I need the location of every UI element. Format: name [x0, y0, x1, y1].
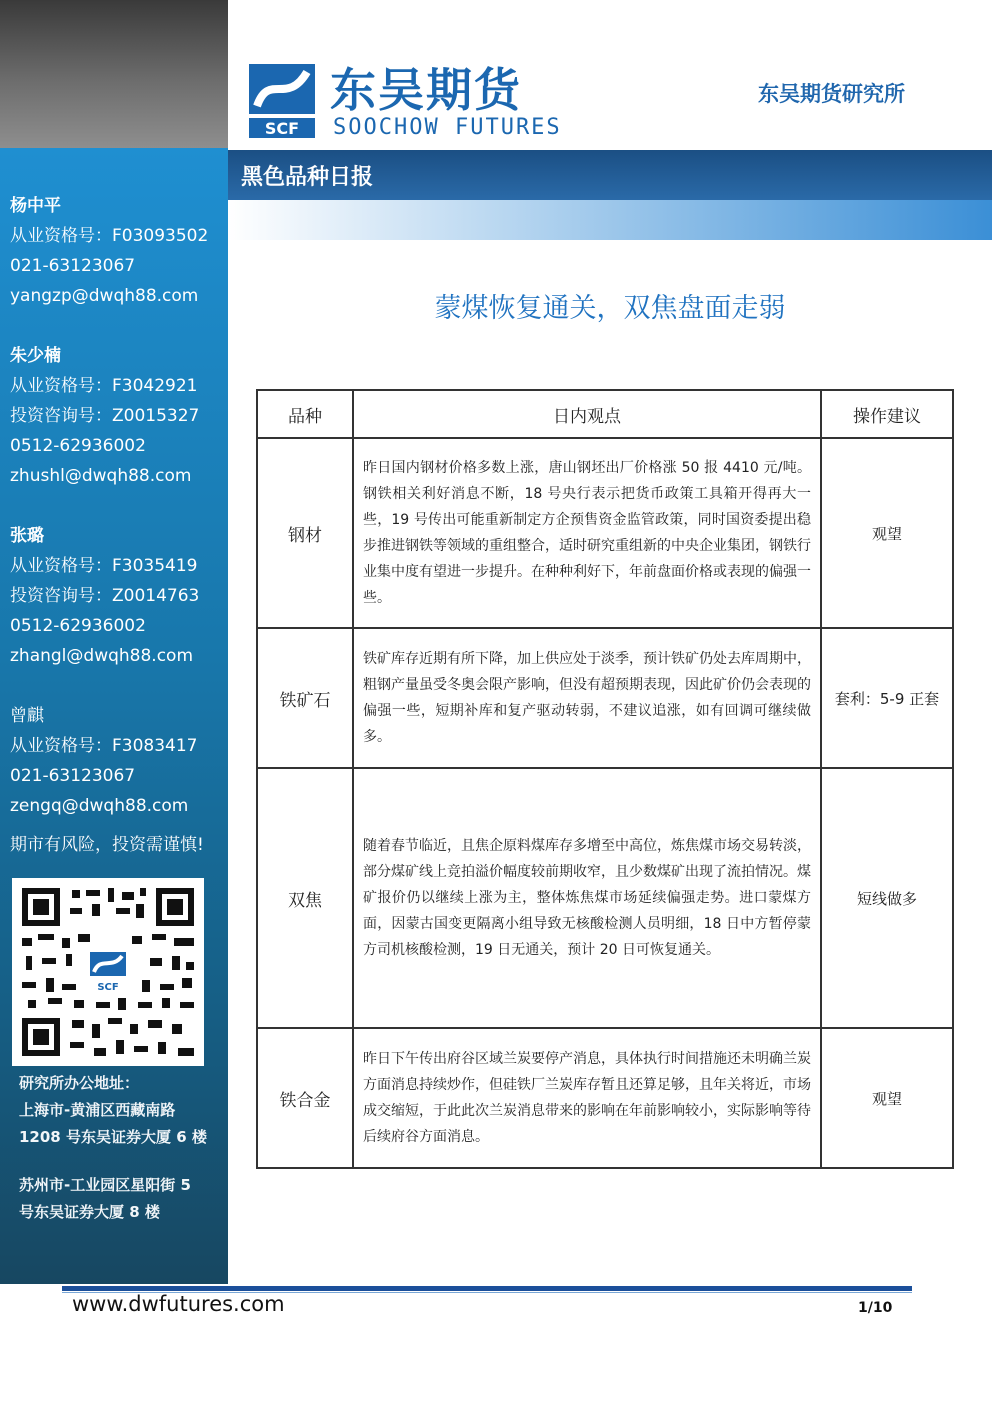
- analyst-name: 曾麒: [10, 706, 44, 726]
- analyst-sidebar: [0, 148, 228, 1284]
- analyst-license: 从业资格号：F03093502: [10, 226, 209, 246]
- analyst-card: [10, 191, 208, 311]
- report-type: 黑色品种日报: [241, 165, 374, 190]
- analyst-license: 从业资格号：F3083417: [10, 736, 198, 756]
- sidebar-header-block: [0, 0, 228, 148]
- analyst-email[interactable]: zengq@dwqh88.com: [10, 796, 189, 816]
- address-suzhou-line1: 苏州市-工业园区星阳街 5: [19, 1176, 191, 1194]
- address-suzhou-line2: 号东吴证券大厦 8 楼: [19, 1203, 160, 1221]
- row-category: 钢材: [257, 438, 353, 628]
- analyst-consult-license: 投资咨询号：Z0014763: [10, 586, 200, 606]
- analyst-name: 杨中平: [10, 196, 61, 216]
- analyst-email[interactable]: zhangl@dwqh88.com: [10, 646, 194, 666]
- report-type-banner: [228, 150, 992, 200]
- row-view: 铁矿库存近期有所下降，加上供应处于淡季，预计铁矿仍处去库周期中，粗钢产量虽受冬奥会限产影响，但没有超预期表现，因此矿价仍会表现的偏强一些，短期补库和复产驱动转弱，不建议追涨，如有回调可继续做多。: [353, 628, 821, 768]
- row-category: 铁矿石: [257, 628, 353, 768]
- table-row: [257, 1028, 953, 1168]
- office-address-suzhou: [19, 1172, 191, 1226]
- qr-code[interactable]: [12, 878, 204, 1066]
- institute-name: 东吴期货研究所: [758, 82, 905, 106]
- row-view: 随着春节临近，且焦企原料煤库存多增至中高位，炼焦煤市场交易转淡，部分煤矿线上竞拍溢价幅度较前期收窄，且少数煤矿出现了流拍情况。煤矿报价仍以继续上涨为主，整体炼焦煤市场延续偏强走势。进口蒙煤方面，因蒙古国变更隔离小组导致无核酸检测人员明细，18 日中方暂停蒙方司机核酸检测，19 日无通关，预计 20 日可恢复通关。: [353, 768, 821, 1028]
- analyst-card: [10, 341, 199, 491]
- page-number: 1/10: [858, 1300, 893, 1316]
- row-action: 观望: [821, 438, 953, 628]
- address-label: 研究所办公地址：: [19, 1074, 140, 1092]
- table-header-row: [257, 390, 953, 438]
- banner-gradient-band: [228, 200, 992, 240]
- row-view: 昨日下午传出府谷区域兰炭要停产消息，具体执行时间措施还未明确兰炭方面消息持续炒作，但硅铁厂兰炭库存暂且还算足够，且年关将近，市场成交缩短，于此此次兰炭消息带来的影响在年前影响较小，实际影响等待后续府谷方面消息。: [353, 1028, 821, 1168]
- footer-divider: [62, 1286, 912, 1291]
- header-category: 品种: [257, 390, 353, 438]
- analyst-license: 从业资格号：F3035419: [10, 556, 198, 576]
- analyst-email[interactable]: yangzp@dwqh88.com: [10, 286, 199, 306]
- address-shanghai-line2: 1208 号东吴证券大厦 6 楼: [19, 1128, 207, 1146]
- row-action: 观望: [821, 1028, 953, 1168]
- analyst-phone: 021-63123067: [10, 256, 136, 276]
- daily-view-table: [256, 389, 954, 1169]
- analyst-name: 朱少楠: [10, 346, 61, 366]
- table-row: [257, 768, 953, 1028]
- table-row: [257, 628, 953, 768]
- footer-website-link[interactable]: www.dwfutures.com: [72, 1292, 285, 1316]
- analyst-name: 张璐: [10, 526, 44, 546]
- table-row: [257, 438, 953, 628]
- address-shanghai-line1: 上海市-黄浦区西藏南路: [19, 1101, 176, 1119]
- risk-notice: 期市有风险，投资需谨慎!: [10, 835, 204, 855]
- row-action: 套利：5-9 正套: [821, 628, 953, 768]
- row-action: 短线做多: [821, 768, 953, 1028]
- qr-logo-text: SCF: [97, 982, 119, 993]
- header-view: 日内观点: [353, 390, 821, 438]
- brand-name-cn: 东吴期货: [330, 63, 522, 117]
- header-action: 操作建议: [821, 390, 953, 438]
- analyst-card: [10, 521, 199, 671]
- analyst-phone: 0512-62936002: [10, 436, 146, 456]
- row-category: 双焦: [257, 768, 353, 1028]
- brand-name-en: SOOCHOW FUTURES: [333, 115, 562, 140]
- qr-code-icon: [12, 878, 204, 1066]
- office-address: [19, 1070, 207, 1151]
- analyst-consult-license: 投资咨询号：Z0015327: [10, 406, 200, 426]
- analyst-email[interactable]: zhushl@dwqh88.com: [10, 466, 192, 486]
- row-category: 铁合金: [257, 1028, 353, 1168]
- logo-mark-text: SCF: [264, 119, 300, 138]
- report-headline: 蒙煤恢复通关，双焦盘面走弱: [434, 293, 786, 324]
- analyst-phone: 0512-62936002: [10, 616, 146, 636]
- analyst-card: [10, 701, 198, 821]
- analyst-license: 从业资格号：F3042921: [10, 376, 198, 396]
- analyst-phone: 021-63123067: [10, 766, 136, 786]
- row-view: 昨日国内钢材价格多数上涨，唐山钢坯出厂价格涨 50 报 4410 元/吨。钢铁相关利好消息不断，18 号央行表示把货币政策工具箱开得再大一些，19 号传出可能重新制定方企预售资金监管政策，同时国资委提出稳步推进钢铁等领域的重组整合，适时研究重组新的中央企业集团，钢铁行业集中度有望进一步提升。在种种利好下，年前盘面价格或表现的偏强一些。: [353, 438, 821, 628]
